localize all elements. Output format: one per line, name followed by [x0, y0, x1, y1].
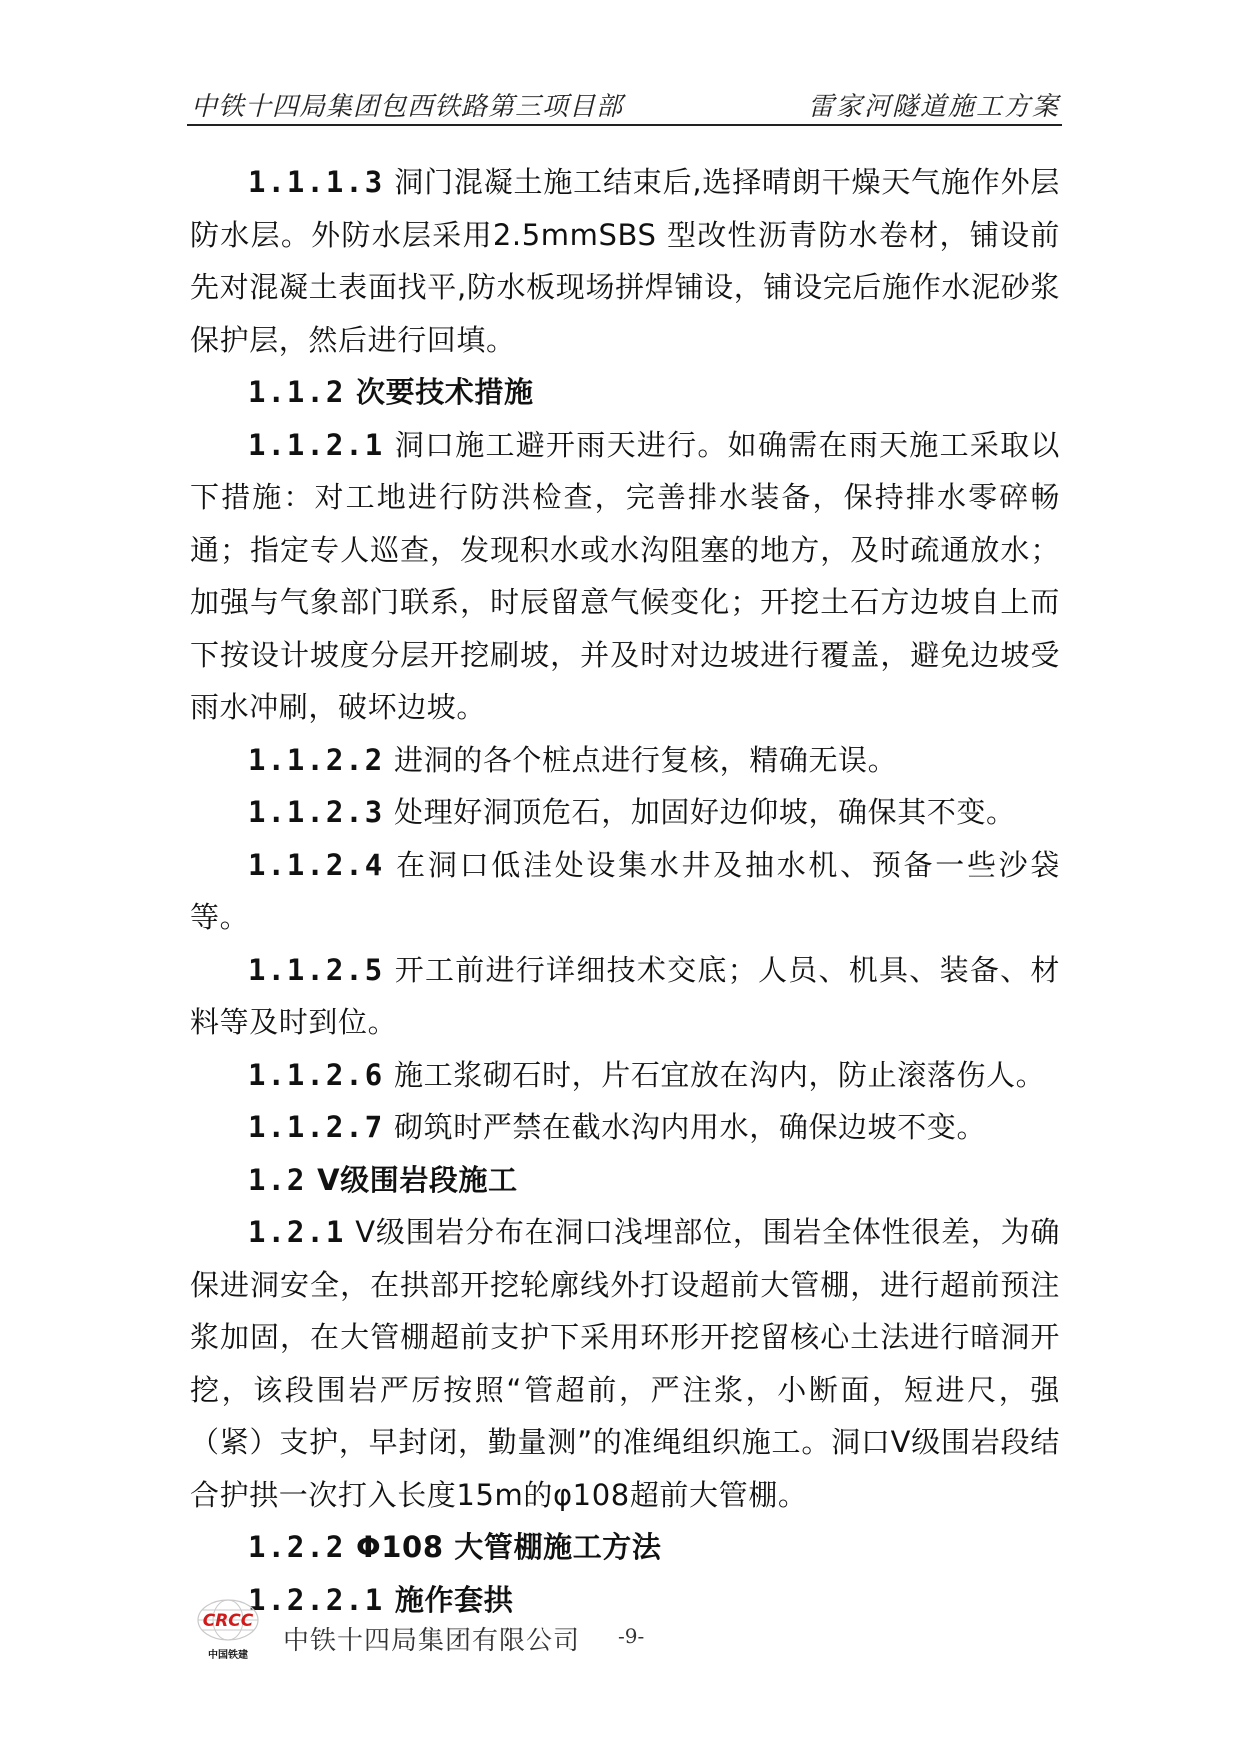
paragraph-1-1-1-3	[190, 156, 1060, 366]
paragraph-text: 砌筑时严禁在截水沟内用水，确保边坡不变。	[384, 1110, 987, 1144]
paragraph-text: 在洞口低洼处设集水井及抽水机、预备一些沙袋等。	[190, 847, 1060, 934]
section-number: 1.2.2	[248, 1530, 346, 1564]
section-number: 1.1.2.1	[248, 427, 385, 462]
page-footer	[190, 1596, 790, 1666]
section-number: 1.1.2.5	[248, 952, 385, 987]
heading-text: 施作套拱	[384, 1582, 514, 1617]
paragraph-1-2-1	[190, 1206, 1060, 1521]
paragraph-1-1-2-6	[190, 1049, 1060, 1102]
paragraph-1-1-2-5	[190, 944, 1060, 1049]
crcc-logo-icon	[190, 1596, 270, 1664]
header-document-title: 雷家河隧道施工方案	[807, 92, 1060, 122]
paragraph-1-1-2-2	[190, 734, 1060, 787]
paragraph-text: 施工浆砌石时，片石宜放在沟内，防止滚落伤人。	[384, 1057, 1046, 1092]
heading-1-2	[190, 1154, 1060, 1207]
page-number: -9-	[618, 1624, 645, 1648]
paragraph-1-1-2-3	[190, 786, 1060, 839]
section-number: 1.2.2.1	[248, 1582, 385, 1617]
section-number: 1.2.1	[248, 1215, 346, 1249]
paragraph-1-1-2-4	[190, 839, 1060, 944]
section-number: 1.1.2	[248, 375, 346, 409]
section-number: 1.1.2.2	[248, 742, 385, 777]
paragraph-1-1-2-1	[190, 419, 1060, 734]
section-number: 1.2	[248, 1162, 307, 1197]
section-number: 1.1.2.6	[248, 1057, 385, 1092]
document-body	[190, 156, 1060, 1626]
paragraph-text: 洞门混凝土施工结束后,选择晴朗干燥天气施作外层防水层。外防水层采用2.5mmSBS 型改性沥青防水卷材，铺设前先对混凝土表面找平,防水板现场拼焊铺设，铺设完后施作水泥砂浆保护层，然后进行回填。	[190, 165, 1060, 357]
paragraph-text: 开工前进行详细技术交底；人员、机具、装备、材料等及时到位。	[190, 952, 1060, 1039]
paragraph-text: Ⅴ级围岩分布在洞口浅埋部位，围岩全体性很差，为确保进洞安全，在拱部开挖轮廓线外打设超前大管棚，进行超前预注浆加固，在大管棚超前支护下采用环形开挖留核心土法进行暗洞开挖，该段围岩严厉按照“管超前，严注浆，小断面，短进尺，强（紧）支护，早封闭，勤量测”的准绳组织施工。洞口Ⅴ级围岩段结合护拱一次打入长度15m的φ108超前大管棚。	[190, 1215, 1060, 1512]
heading-text: 次要技术措施	[345, 375, 534, 409]
logo-text: CRCC	[202, 1611, 254, 1631]
heading-text: Ⅴ级围岩段施工	[306, 1162, 518, 1197]
paragraph-text: 进洞的各个桩点进行复核，精确无误。	[384, 742, 898, 777]
page-header	[187, 86, 1062, 126]
paragraph-text: 处理好洞顶危石，加固好边仰坡，确保其不变。	[384, 795, 1016, 829]
section-number: 1.1.1.3	[248, 165, 385, 199]
paragraph-text: 洞口施工避开雨天进行。如确需在雨天施工采取以下措施：对工地进行防洪检查，完善排水装备，保持排水零碎畅通；指定专人巡查，发现积水或水沟阻塞的地方，及时疏通放水；加强与气象部门联系，时辰留意气候变化；开挖土石方边坡自上而下按设计坡度分层开挖刷坡，并及时对边坡进行覆盖，避免边坡受雨水冲刷，破坏边坡。	[190, 427, 1060, 724]
section-number: 1.1.2.7	[248, 1110, 385, 1144]
section-number: 1.1.2.3	[248, 795, 385, 829]
footer-company-name: 中铁十四局集团有限公司	[283, 1626, 581, 1656]
heading-text: Φ108 大管棚施工方法	[345, 1530, 662, 1564]
header-project-name: 中铁十四局集团包西铁路第三项目部	[191, 92, 624, 122]
paragraph-1-1-2-7	[190, 1101, 1060, 1154]
logo-caption: 中国铁建	[208, 1650, 248, 1661]
heading-1-1-2	[190, 366, 1060, 419]
section-number: 1.1.2.4	[248, 847, 385, 882]
heading-1-2-2	[190, 1521, 1060, 1574]
